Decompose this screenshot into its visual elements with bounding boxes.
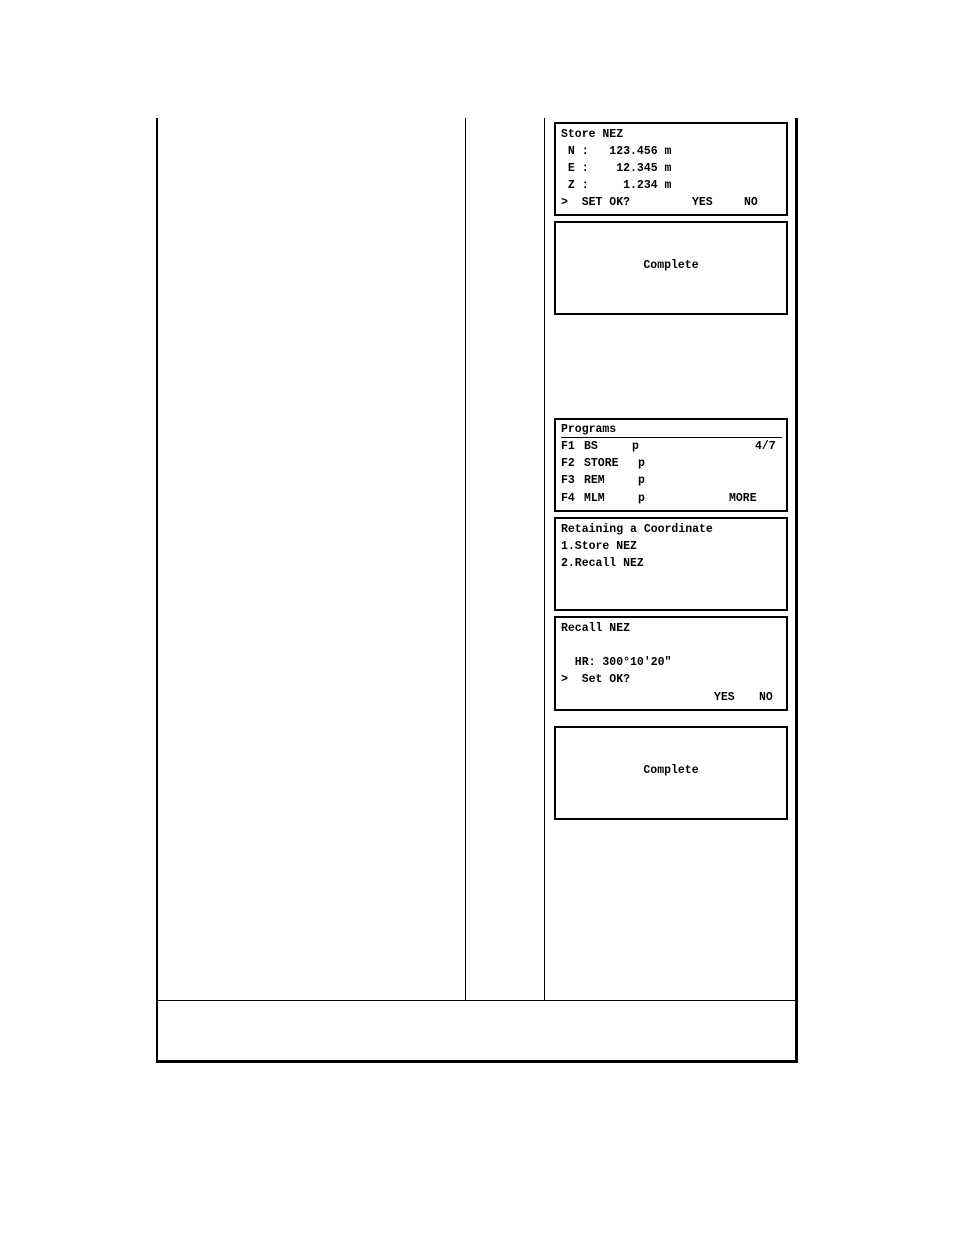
f4-label: MLM <box>584 492 605 505</box>
set-ok-prompt: > Set OK? <box>561 673 631 686</box>
column-divider-2 <box>544 118 545 1001</box>
menu-option-recall-nez[interactable]: 2.Recall NEZ <box>561 557 644 570</box>
recall-nez-screen <box>554 616 788 711</box>
f1-mark: p <box>632 440 639 453</box>
f1-label: BS <box>584 440 598 453</box>
f4-mark: p <box>638 492 645 505</box>
screen-title: Retaining a Coordinate <box>561 523 713 536</box>
menu-option-store-nez[interactable]: 1.Store NEZ <box>561 540 637 553</box>
f2-key[interactable]: F2 <box>561 457 575 470</box>
f1-key[interactable]: F1 <box>561 440 575 453</box>
complete-message: Complete <box>643 764 699 777</box>
no-softkey[interactable]: NO <box>744 196 758 209</box>
right-border <box>795 118 798 1063</box>
no-softkey[interactable]: NO <box>759 691 773 704</box>
column-divider-1 <box>465 118 466 1001</box>
yes-softkey[interactable]: YES <box>714 691 735 704</box>
bottom-border <box>156 1060 798 1063</box>
page-indicator: 4/7 <box>755 440 776 453</box>
row-divider <box>156 1000 798 1001</box>
complete-screen-2 <box>554 726 788 820</box>
screen-title: Store NEZ <box>561 128 624 141</box>
f3-key[interactable]: F3 <box>561 474 575 487</box>
yes-softkey[interactable]: YES <box>692 196 713 209</box>
more-softkey[interactable]: MORE <box>729 492 757 505</box>
left-border <box>156 118 158 1063</box>
e-coordinate: E : 12.345 m <box>561 162 672 175</box>
hr-angle: HR: 300°10'20" <box>561 656 672 669</box>
n-coordinate: N : 123.456 m <box>561 145 672 158</box>
f4-key[interactable]: F4 <box>561 492 575 505</box>
complete-screen <box>554 221 788 315</box>
f3-label: REM <box>584 474 605 487</box>
screen-title: Recall NEZ <box>561 622 631 635</box>
f3-mark: p <box>638 474 645 487</box>
complete-message: Complete <box>643 259 699 272</box>
f2-mark: p <box>638 457 645 470</box>
retaining-coordinate-screen <box>554 517 788 611</box>
title-underline <box>561 437 782 438</box>
z-coordinate: Z : 1.234 m <box>561 179 672 192</box>
f2-label: STORE <box>584 457 619 470</box>
programs-screen <box>554 418 788 512</box>
screen-title: Programs <box>561 423 617 436</box>
set-ok-prompt: > SET OK? <box>561 196 631 209</box>
store-nez-screen <box>554 122 788 216</box>
